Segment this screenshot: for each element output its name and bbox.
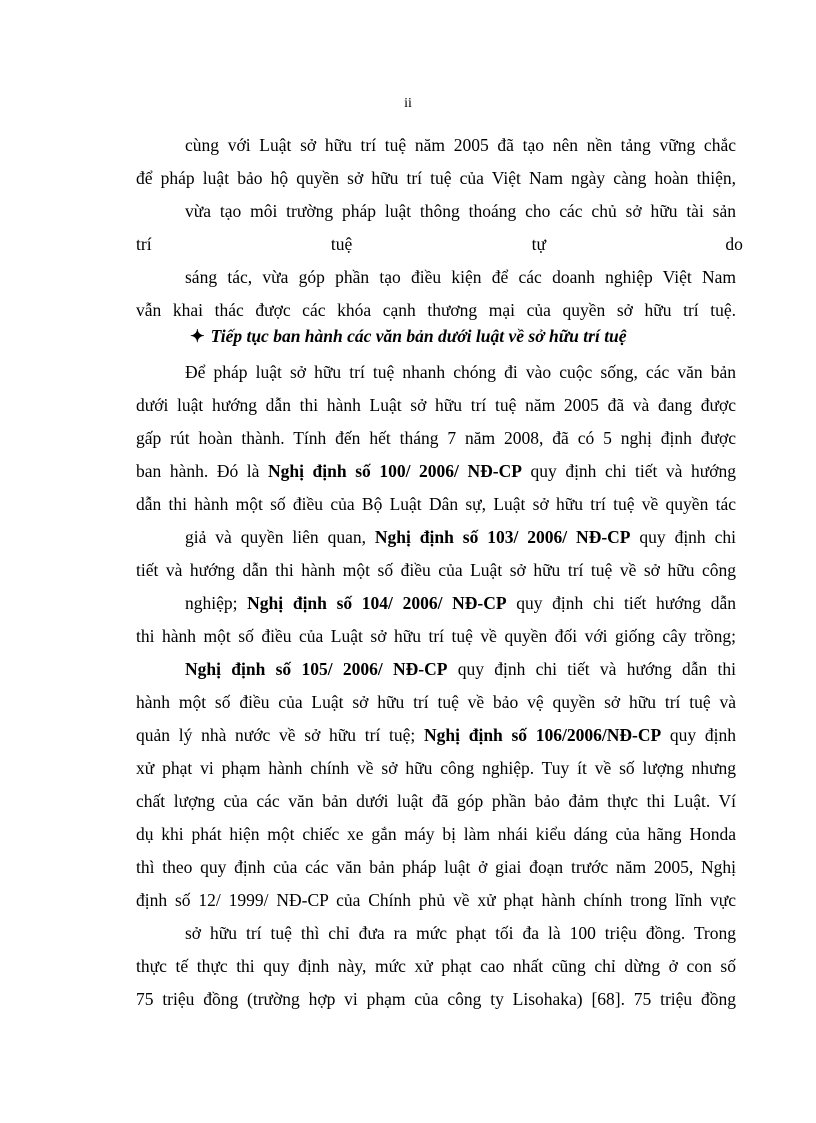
text-line: thực tế thực thi quy định này, mức xử phạt cao nhất cũng chỉ dừng ở con số [136, 956, 736, 976]
text-line: thi hành một số điều của Luật sở hữu trí tuệ về quyền đối với giống cây trồng; [136, 626, 736, 646]
text-line: thì theo quy định của các văn bản pháp luật ở giai đoạn trước năm 2005, Nghị [136, 857, 736, 877]
star-icon: ✦ [190, 326, 205, 346]
text-line: chất lượng của các văn bản dưới luật đã góp phần bảo đảm thực thi Luật. Ví [136, 791, 736, 811]
text-line [136, 459, 736, 483]
text-line: tiết và hướng dẫn thi hành một số điều của Luật sở hữu trí tuệ về sở hữu công [136, 560, 736, 580]
text-run: quy định chi tiết hướng dẫn [506, 593, 736, 613]
text-line: dẫn thi hành một số điều của Bộ Luật Dân sự, Luật sở hữu trí tuệ về quyền tác [136, 494, 736, 514]
section-heading [190, 324, 741, 348]
text-run: quy định [661, 725, 736, 745]
text-line: để pháp luật bảo hộ quyền sở hữu trí tuệ của Việt Nam ngày càng hoàn thiện, [136, 168, 736, 188]
text-line: vừa tạo môi trường pháp luật thông thoáng cho các chủ sở hữu tài sản [185, 201, 736, 221]
decree-reference: Nghị định số 103/ 2006/ NĐ-CP [374, 527, 631, 547]
text-line: 75 triệu đồng (trường hợp vi phạm của công ty Lisohaka) [68]. 75 triệu đồng [136, 989, 736, 1009]
text-line: trí tuệ tự do [136, 234, 743, 254]
text-run: nghiệp; [185, 593, 248, 613]
text-line: cùng với Luật sở hữu trí tuệ năm 2005 đã tạo nên nền tảng vững chắc [185, 135, 736, 155]
text-run: quy định chi tiết và hướng dẫn thi [447, 659, 737, 679]
decree-reference: Nghị định số 104/ 2006/ NĐ-CP [247, 593, 507, 613]
text-line [185, 657, 736, 681]
text-line: hành một số điều của Luật sở hữu trí tuệ về bảo vệ quyền sở hữu trí tuệ và [136, 692, 736, 712]
text-run: quy định chi tiết và hướng [521, 461, 736, 481]
text-line: sáng tác, vừa góp phần tạo điều kiện để các doanh nghiệp Việt Nam [185, 267, 736, 287]
text-line: sở hữu trí tuệ thì chỉ đưa ra mức phạt tối đa là 100 triệu đồng. Trong [185, 923, 736, 943]
text-line [136, 723, 736, 747]
text-line: xử phạt vi phạm hành chính về sở hữu công nghiệp. Tuy ít về số lượng nhưng [136, 758, 736, 778]
text-line: dụ khi phát hiện một chiếc xe gắn máy bị làm nhái kiểu dáng của hãng Honda [136, 824, 736, 844]
text-line: gấp rút hoàn thành. Tính đến hết tháng 7 năm 2008, đã có 5 nghị định được [136, 428, 736, 448]
page-number: ii [404, 96, 412, 111]
text-line: Để pháp luật sở hữu trí tuệ nhanh chóng đi vào cuộc sống, các văn bản [185, 362, 736, 382]
text-line [185, 525, 736, 549]
decree-reference: Nghị định số 100/ 2006/ NĐ-CP [268, 461, 522, 481]
text-line: dưới luật hướng dẫn thi hành Luật sở hữu trí tuệ năm 2005 đã và đang được [136, 395, 736, 415]
decree-reference: Nghị định số 105/ 2006/ NĐ-CP [185, 659, 448, 679]
text-run: quy định chi [630, 527, 736, 547]
text-line: định số 12/ 1999/ NĐ-CP của Chính phủ về xử phạt hành chính trong lĩnh vực [136, 890, 736, 910]
text-run: quản lý nhà nước về sở hữu trí tuệ; [136, 725, 425, 745]
decree-reference: Nghị định số 106/2006/NĐ-CP [424, 725, 662, 745]
text-run: giả và quyền liên quan, [185, 527, 375, 547]
text-line: vẫn khai thác được các khóa cạnh thương mại của quyền sở hữu trí tuệ. [136, 300, 736, 320]
section-heading-text: Tiếp tục ban hành các văn bản dưới luật về sở hữu trí tuệ [210, 326, 627, 346]
text-line [185, 591, 736, 615]
text-run: ban hành. Đó là [136, 461, 268, 481]
